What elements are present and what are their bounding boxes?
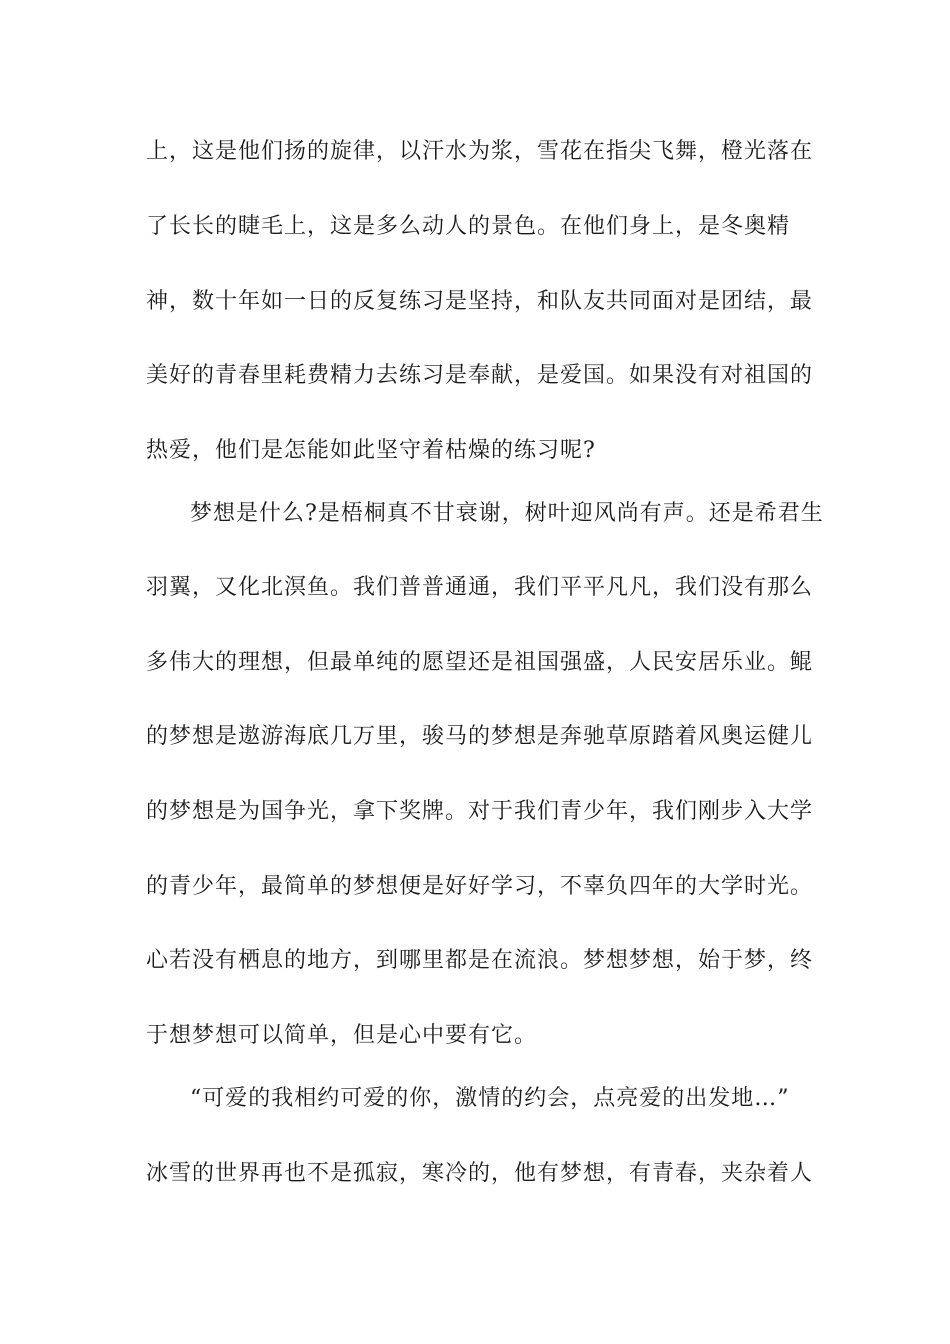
text-line: 的梦想是为国争光，拿下奖牌。对于我们青少年，我们刚步入大学 [146, 799, 814, 824]
paragraph-start-line: 梦想是什么?是梧桐真不甘衰谢，树叶迎风尚有声。还是希君生 [190, 501, 824, 526]
text-line: 神，数十年如一日的反复练习是坚持，和队友共同面对是团结，最 [146, 289, 814, 314]
text-line: 美好的青春里耗费精力去练习是奉献，是爱国。如果没有对祖国的 [146, 363, 814, 388]
text-line: 的青少年，最简单的梦想便是好好学习，不辜负四年的大学时光。 [146, 874, 814, 899]
text-line: 多伟大的理想，但最单纯的愿望还是祖国强盛，人民安居乐业。鲲 [146, 650, 814, 675]
text-line: 冰雪的世界再也不是孤寂，寒冷的，他有梦想，有青春，夹杂着人 [146, 1161, 814, 1186]
text-line: 心若没有栖息的地方，到哪里都是在流浪。梦想梦想，始于梦，终 [146, 948, 814, 973]
text-line: 上，这是他们扬的旋律，以汗水为浆，雪花在指尖飞舞，橙光落在 [146, 139, 814, 164]
text-line: 羽翼，又化北溟鱼。我们普普通通，我们平平凡凡，我们没有那么 [146, 575, 814, 600]
text-line: 的梦想是遨游海底几万里，骏马的梦想是奔驰草原踏着风奥运健儿 [146, 724, 814, 749]
paragraph-start-line: “可爱的我相约可爱的你，激情的约会，点亮爱的出发地…” [190, 1086, 790, 1111]
text-line: 于想梦想可以简单，但是心中要有它。 [146, 1023, 538, 1048]
text-line: 了长长的睫毛上，这是多么动人的景色。在他们身上，是冬奥精 [146, 214, 791, 239]
text-line: 热爱，他们是怎能如此坚守着枯燥的练习呢? [146, 438, 596, 463]
